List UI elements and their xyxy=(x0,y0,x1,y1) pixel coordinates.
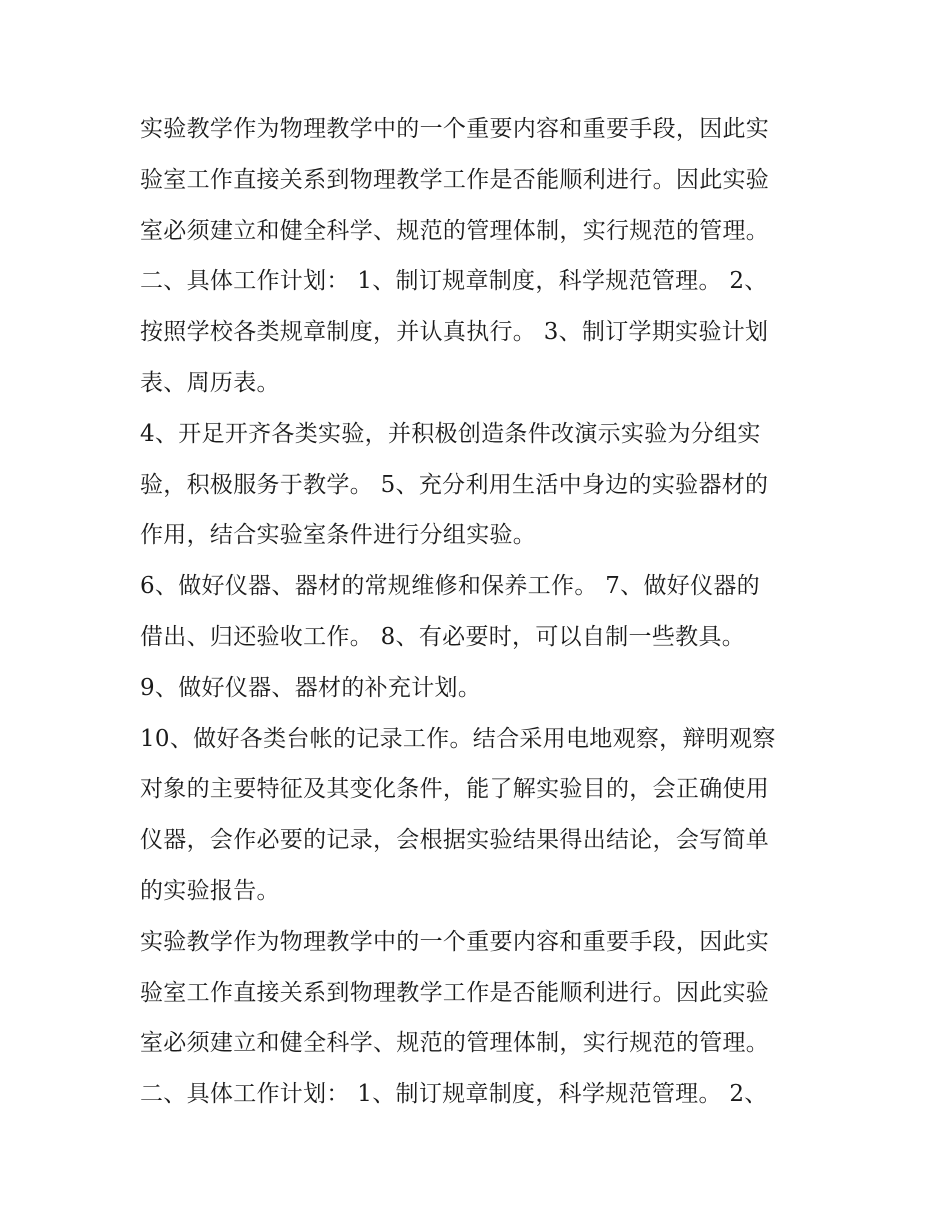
text-line: 二、具体工作计划： 1、制订规章制度，科学规范管理。 2、 xyxy=(140,268,768,295)
text-line: 验室工作直接关系到物理教学工作是否能顺利进行。因此实验 xyxy=(140,166,770,193)
text-line: 借出、归还验收工作。 8、有必要时，可以自制一些教具。 xyxy=(140,623,746,650)
text-line: 按照学校各类规章制度，并认真执行。 3、制订学期实验计划 xyxy=(140,319,769,346)
document-body xyxy=(140,104,820,1120)
text-line: 作用，结合实验室条件进行分组实验。 xyxy=(140,522,537,549)
text-line: 验室工作直接关系到物理教学工作是否能顺利进行。因此实验 xyxy=(140,979,770,1006)
text-line: 仪器，会作必要的记录，会根据实验结果得出结论，会写简单 xyxy=(140,827,770,854)
text-line: 9、做好仪器、器材的补充计划。 xyxy=(140,674,482,701)
text-line: 10、做好各类台帐的记录工作。结合采用电地观察，辩明观察 xyxy=(140,725,776,752)
text-line: 的实验报告。 xyxy=(140,877,280,904)
text-line: 4、开足开齐各类实验，并积极创造条件改演示实验为分组实 xyxy=(140,420,761,447)
text-line: 实验教学作为物理教学中的一个重要内容和重要手段，因此实 xyxy=(140,928,770,955)
text-line: 对象的主要特征及其变化条件，能了解实验目的，会正确使用 xyxy=(140,776,770,803)
text-line: 室必须建立和健全科学、规范的管理体制，实行规范的管理。 xyxy=(140,217,770,244)
text-line: 实验教学作为物理教学中的一个重要内容和重要手段，因此实 xyxy=(140,116,770,142)
text-line: 二、具体工作计划： 1、制订规章制度，科学规范管理。 2、 xyxy=(140,1081,768,1108)
text-line: 验，积极服务于教学。 5、充分利用生活中身边的实验器材的 xyxy=(140,471,769,498)
text-line: 6、做好仪器、器材的常规维修和保养工作。 7、做好仪器的 xyxy=(140,573,760,600)
text-line: 室必须建立和健全科学、规范的管理体制，实行规范的管理。 xyxy=(140,1030,770,1057)
text-line: 表、周历表。 xyxy=(140,369,280,396)
